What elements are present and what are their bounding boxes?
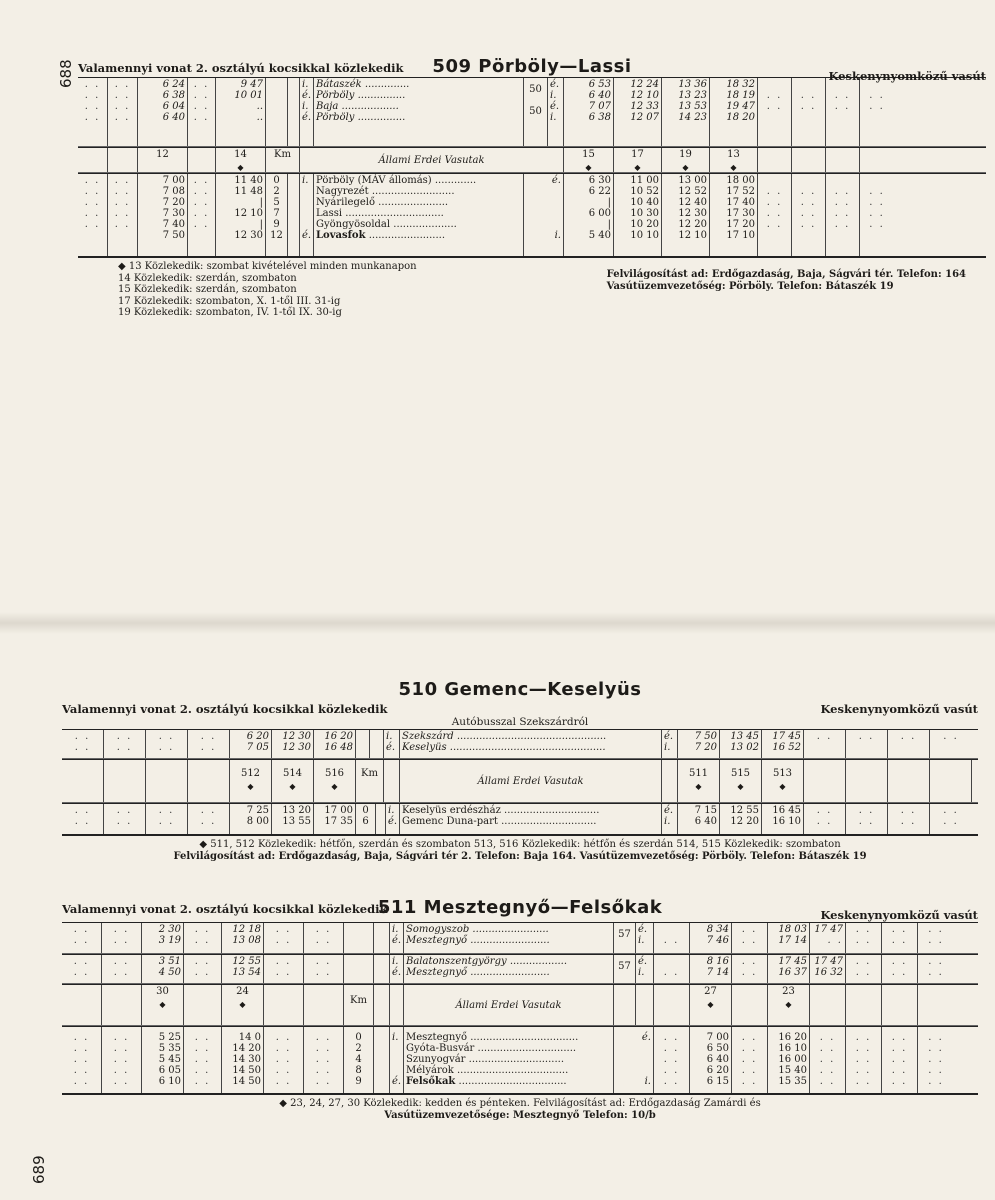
empty-col: . . . . [184, 923, 222, 953]
footnotes-left [78, 261, 417, 319]
empty-col: . . . . [732, 923, 768, 953]
empty-col [146, 760, 188, 802]
empty-col: . . . . . . . . . . [882, 1027, 918, 1093]
bus-times: 8 16 7 14 [690, 955, 732, 983]
diamond-icon: ◆ [634, 163, 641, 172]
bus-times: 18 03 17 14 [768, 923, 810, 953]
table-title: 510 Gemenc—Keselyüs [398, 679, 642, 700]
empty-col [370, 730, 384, 758]
empty-col: . . . . [732, 955, 768, 983]
empty-col: . . . . [102, 923, 142, 953]
bus-times: 12 18 13 08 [222, 923, 264, 953]
footnote: 17 Közlekedik: szombaton, X. 1-től III. 31-ig [118, 295, 341, 307]
page-fold [0, 612, 995, 634]
empty-col [654, 985, 690, 1025]
empty-col [732, 985, 768, 1025]
train-12-times: 7 00 7 08 7 20 7 30 7 40 7 50 [138, 174, 188, 256]
bus-connection-block-2 [62, 954, 978, 984]
empty-col: . . . . . . . . [826, 174, 860, 256]
empty-col [356, 730, 370, 758]
diamond-icon: ◆ [779, 782, 786, 791]
gauge-note: Keskenynyomközű vasút [820, 908, 978, 922]
bus-times: 17 47 . . [810, 923, 846, 953]
track-symbol [374, 1027, 390, 1093]
bus-right-col3: 13 36 13 23 13 53 14 23 [662, 78, 710, 146]
station-block [78, 173, 986, 258]
bus-times-a: 6 24 6 38 6 04 6 40 [138, 78, 188, 146]
empty-col [184, 985, 222, 1025]
empty-col: . . . . [846, 804, 888, 834]
empty-col: . . . . [102, 955, 142, 983]
bus-ie-right: é. i. [662, 730, 678, 758]
footnotes [62, 839, 978, 862]
station-ie-right: é. i. [524, 174, 564, 256]
footnote: ◆ 13 Közlekedik: szombat kivételével minden munkanapon [118, 261, 417, 272]
bus-times-b: 9 47 10 01 .. .. [216, 78, 266, 146]
empty-col [104, 760, 146, 802]
station-block [62, 1026, 978, 1095]
empty-col: . . [804, 730, 846, 758]
empty-col: . . . . . . . . . . [846, 1027, 882, 1093]
empty-col: . . . . [62, 730, 104, 758]
train-513-times: 16 45 16 10 [762, 804, 804, 834]
empty-col [344, 955, 374, 983]
train-number: 13 ◆ [710, 148, 758, 172]
station-block [62, 803, 978, 836]
table-header [62, 678, 978, 718]
station-ie: i. é. [386, 804, 400, 834]
empty-col: . . . . [882, 955, 918, 983]
empty-col [304, 985, 344, 1025]
empty-col [882, 985, 918, 1025]
empty-col [288, 78, 300, 146]
empty-col [636, 985, 654, 1025]
empty-col: . . . . . . . . [188, 78, 216, 146]
diamond-icon: ◆ [730, 163, 737, 172]
empty-col [846, 760, 888, 802]
bus-times: 3 51 4 50 [142, 955, 184, 983]
train-number: 30 ◆ [142, 985, 184, 1025]
empty-col [62, 985, 102, 1025]
train-514-times: 13 20 13 55 [272, 804, 314, 834]
empty-col: . . [888, 730, 930, 758]
train-number: 511 ◆ [678, 760, 720, 802]
bus-ie: i. é. i. é. [300, 78, 314, 146]
empty-col [102, 985, 142, 1025]
empty-col [62, 760, 104, 802]
diamond-icon: ◆ [289, 782, 296, 791]
empty-col [804, 760, 846, 802]
empty-col [188, 148, 216, 172]
bus-times: 17 45 16 52 [762, 730, 804, 758]
bus-ie: i. é. [390, 923, 404, 953]
bus-route: 57 [614, 955, 636, 983]
empty-col: . . . . [792, 78, 826, 146]
bus-connection-block [78, 77, 986, 147]
empty-col [78, 148, 108, 172]
contact-info: Vasútüzemvezetősége: Mesztegnyő Telefon: 10/b [384, 1109, 656, 1121]
empty-col: . . . . [928, 956, 944, 978]
station-names: Pörböly (MÁV állomás) ............. Nagyrezét .......................... Nyárilegelő ...................... Lassi ............................... Gyöngyösoldal .................... Lovasfok ........................ [314, 174, 524, 256]
operator-name: Állami Erdei Vasutak [404, 985, 614, 1025]
train-23-times: 16 20 16 10 16 00 15 40 15 35 [768, 1027, 810, 1093]
bus-times: 8 34 7 46 [690, 923, 732, 953]
empty-col: . . . . [264, 923, 304, 953]
contact-info: Vasútüzemvezetőség: Pörböly. Telefon: Bátaszék 19 [606, 280, 894, 292]
bus-ie-right: é. i. [636, 955, 654, 983]
contact-info: Felvilágosítást ad: Erdőgazdaság, Baja, Ságvári tér 2. Telefon: Baja 164. Vasútüzemvezetőség: Pörböly. Telefon: Bátaszék 19 [173, 850, 867, 862]
empty-col: . . . . . . . . [108, 78, 138, 146]
bus-times: 17 47 16 32 [810, 955, 846, 983]
page-number-top: 688 [57, 59, 75, 88]
empty-col: . . . . . . . . . . [188, 174, 216, 256]
footnotes [78, 258, 986, 319]
footnotes [62, 1098, 978, 1121]
bus-times: 7 50 7 20 [678, 730, 720, 758]
table-header [62, 896, 978, 922]
footnote: 14 Közlekedik: szerdán, szombaton [118, 272, 297, 284]
train-24-times: 14 0 14 20 14 30 14 50 14 50 [222, 1027, 264, 1093]
footnote: ◆ 23, 24, 27, 30 Közlekedik: kedden és pénteken. Felvilágosítást ad: Erdőgazdaság Zamárdi és [279, 1098, 761, 1109]
contact-info: Felvilágosítást ad: Erdőgazdaság, Baja, Ságvári tér. Telefon: 164 [606, 269, 966, 280]
train-516-times: 17 00 17 35 [314, 804, 356, 834]
empty-col: . . . . . . . . . . [810, 1027, 846, 1093]
empty-col: . . . . [188, 804, 230, 834]
bus-right-col2: 12 24 12 10 12 33 12 07 [614, 78, 662, 146]
diamond-icon: ◆ [247, 782, 254, 791]
bus-stations: Balatonszentgyörgy .................. Mesztegnyő ......................... [404, 955, 614, 983]
train-13-times: 18 00 17 52 17 40 17 30 17 20 17 10 [710, 174, 758, 256]
train-number: 19 ◆ [662, 148, 710, 172]
train-15-times: 6 30 6 22 | 6 00 | 5 40 [564, 174, 614, 256]
bus-times: 17 45 16 37 [768, 955, 810, 983]
train-number-row [78, 147, 986, 173]
empty-col [972, 760, 986, 802]
empty-col: . . [654, 955, 690, 983]
empty-col: . . . . [888, 804, 930, 834]
operator-name: Állami Erdei Vasutak [300, 148, 564, 172]
empty-col: . . . . . . . . . . [654, 1027, 690, 1093]
bus-times: 16 20 16 48 [314, 730, 356, 758]
empty-col [758, 148, 792, 172]
bus-ie: i. é. [390, 955, 404, 983]
diamond-icon: ◆ [737, 782, 744, 791]
km-values: 0 6 [356, 804, 376, 834]
gauge-note: Keskenynyomközű vasút [820, 702, 978, 716]
train-19-times: 13 00 12 52 12 40 12 30 12 20 12 10 [662, 174, 710, 256]
train-number: 514 ◆ [272, 760, 314, 802]
station-ie-right: é. i. [662, 804, 678, 834]
table-title: 509 Pörböly—Lassi [432, 56, 632, 77]
empty-col [810, 985, 846, 1025]
empty-col: . . . . [62, 804, 104, 834]
bus-ie-right: é. i. [636, 923, 654, 953]
train-515-times: 12 55 12 20 [720, 804, 762, 834]
km-values: 0 2 5 7 9 12 [266, 174, 288, 256]
empty-col [918, 985, 954, 1025]
empty-col: . . [654, 923, 690, 953]
empty-col [614, 985, 636, 1025]
timetable-510 [62, 678, 978, 862]
diamond-icon: ◆ [785, 1000, 792, 1009]
bus-times: 6 20 7 05 [230, 730, 272, 758]
empty-col: . . . . [104, 804, 146, 834]
train-number: 24 ◆ [222, 985, 264, 1025]
empty-col [930, 760, 972, 802]
empty-col [846, 985, 882, 1025]
bus-times: 2 30 3 19 [142, 923, 184, 953]
empty-col: . . . . . . . . [869, 186, 885, 230]
train-number: 14 ◆ [216, 148, 266, 172]
bus-times: 13 45 13 02 [720, 730, 762, 758]
empty-col [860, 148, 894, 172]
empty-col [266, 78, 288, 146]
km-header: Km [266, 148, 300, 172]
timetable-509 [78, 55, 986, 319]
empty-col: . . . . [184, 955, 222, 983]
empty-col: . . . . [846, 955, 882, 983]
table-title: 511 Mesztegnyő—Felsőkak [377, 897, 663, 918]
track-symbol [288, 174, 300, 256]
bus-ie-right: é. i. é. i. [548, 78, 564, 146]
km-values: 0 2 4 8 9 [344, 1027, 374, 1093]
km-header: Km [356, 760, 384, 802]
class-note: Valamennyi vonat 2. osztályú kocsikkal közlekedik [78, 61, 404, 75]
empty-col: . . . . . . . . . . [304, 1027, 344, 1093]
bus-route: 57 [614, 923, 636, 953]
station-names: Keselyüs erdészház .............................. Gemenc Duna-part .............................. [400, 804, 662, 834]
diamond-icon: ◆ [682, 163, 689, 172]
empty-col: . . . . [758, 78, 792, 146]
bus-stations: Bátaszék .............. Pörböly ............... Baja .................. Pörböly ............... [314, 78, 524, 146]
empty-col: . . . . . . . . . . [108, 174, 138, 256]
station-ie-right: é. i. [614, 1027, 654, 1093]
empty-col [662, 760, 678, 802]
empty-col: . . . . . . . . . . [928, 1032, 944, 1087]
page-number-bottom: 689 [30, 1155, 48, 1184]
train-17-times: 11 00 10 52 10 40 10 30 10 20 10 10 [614, 174, 662, 256]
bus-connection-block-1 [62, 922, 978, 954]
diamond-icon: ◆ [237, 163, 244, 172]
station-names: Mesztegnyő .................................. Gyóta-Busvár ............................... Szunyogvár .............................. Mélyárok ................................... Felsőkak .................................. [404, 1027, 614, 1093]
diamond-icon: ◆ [239, 1000, 246, 1009]
empty-col: . . . . . . . . [792, 174, 826, 256]
empty-col: . . [943, 731, 959, 742]
empty-col [188, 760, 230, 802]
empty-col [108, 148, 138, 172]
bus-note: Autóbusszal Szekszárdról [451, 716, 589, 728]
train-511-times: 7 15 6 40 [678, 804, 720, 834]
footnote: ◆ 511, 512 Közlekedik: hétfőn, szerdán és szombaton 513, 516 Közlekedik: hétfőn és szerdán 514, 515 Közlekedik: szombaton [199, 839, 841, 850]
empty-col [826, 148, 860, 172]
train-number: 23 ◆ [768, 985, 810, 1025]
empty-col [374, 955, 390, 983]
train-number-row [62, 759, 978, 803]
train-number: 515 ◆ [720, 760, 762, 802]
train-number: 12 [138, 148, 188, 172]
diamond-icon: ◆ [695, 782, 702, 791]
train-number: 512 ◆ [230, 760, 272, 802]
station-ie: i. é. [300, 174, 314, 256]
class-note: Valamennyi vonat 2. osztályú kocsikkal közlekedik [62, 902, 388, 916]
empty-col: . . . . [869, 90, 885, 112]
train-number: 27 ◆ [690, 985, 732, 1025]
empty-col [390, 985, 404, 1025]
bus-route: 50 50 [524, 78, 548, 146]
empty-col: . . . . [264, 955, 304, 983]
empty-col [374, 923, 390, 953]
empty-col: . . . . . . . . . . [184, 1027, 222, 1093]
empty-col: . . . . [943, 805, 959, 827]
bus-times: 12 30 12 30 [272, 730, 314, 758]
train-14-times: 11 40 11 48 | 12 10 | 12 30 [216, 174, 266, 256]
diamond-icon: ◆ [331, 782, 338, 791]
empty-col: . . . . [826, 78, 860, 146]
bus-connection-block [62, 729, 978, 759]
empty-col: . . . . [62, 955, 102, 983]
train-number: 15 ◆ [564, 148, 614, 172]
train-number: 17 ◆ [614, 148, 662, 172]
empty-col: . . . . [146, 804, 188, 834]
empty-col [374, 985, 390, 1025]
empty-col: . . . . . . . . . . [732, 1027, 768, 1093]
empty-col [264, 985, 304, 1025]
footnote: 19 Közlekedik: szombaton, IV. 1-től IX. 30-ig [118, 307, 342, 318]
operator-name: Állami Erdei Vasutak [400, 760, 662, 802]
diamond-icon: ◆ [707, 1000, 714, 1009]
empty-col: . . . . [188, 730, 230, 758]
train-27-times: 7 00 6 50 6 40 6 20 6 15 [690, 1027, 732, 1093]
train-512-times: 7 25 8 00 [230, 804, 272, 834]
diamond-icon: ◆ [585, 163, 592, 172]
station-ie: i. é. [390, 1027, 404, 1093]
empty-col [384, 760, 400, 802]
class-note: Valamennyi vonat 2. osztályú kocsikkal közlekedik [62, 702, 388, 716]
empty-col: . . . . . . . . [758, 174, 792, 256]
table-header [78, 55, 986, 83]
empty-col: . . . . [304, 923, 344, 953]
empty-col [344, 923, 374, 953]
empty-col [888, 760, 930, 802]
empty-col: . . . . [304, 955, 344, 983]
empty-col: . . . . [62, 923, 102, 953]
empty-col: . . . . . . . . . . [78, 174, 108, 256]
footnotes-right [607, 261, 986, 319]
diamond-icon: ◆ [159, 1000, 166, 1009]
empty-col: . . . . . . . . . . [102, 1027, 142, 1093]
empty-col: . . . . [146, 730, 188, 758]
bus-stations: Somogyszob ........................ Mesztegnyő ......................... [404, 923, 614, 953]
train-number: 516 ◆ [314, 760, 356, 802]
train-number: 513 ◆ [762, 760, 804, 802]
bus-right-col4: 18 32 18 19 19 47 18 20 [710, 78, 758, 146]
bus-times: 12 55 13 54 [222, 955, 264, 983]
empty-col: . . . . [804, 804, 846, 834]
empty-col: . . . . . . . . [78, 78, 108, 146]
footnote: 15 Közlekedik: szerdán, szombaton [118, 284, 297, 295]
timetable-511 [62, 896, 978, 1121]
empty-col: . . . . . . . . . . [62, 1027, 102, 1093]
train-number-row [62, 984, 978, 1026]
gauge-note: Keskenynyomközű vasút [828, 69, 986, 83]
empty-col: . . . . [882, 923, 918, 953]
empty-col: . . . . [104, 730, 146, 758]
empty-col: . . . . [846, 923, 882, 953]
empty-col: . . . . [928, 924, 944, 946]
track-symbol [376, 804, 386, 834]
km-header: Km [344, 985, 374, 1025]
bus-stations: Szekszárd ............................................... Keselyüs ................................................. [400, 730, 662, 758]
train-30-times: 5 25 5 35 5 45 6 05 6 10 [142, 1027, 184, 1093]
bus-right-col1: 6 53 6 40 7 07 6 38 [564, 78, 614, 146]
empty-col [792, 148, 826, 172]
empty-col: . . . . . . . . . . [264, 1027, 304, 1093]
bus-ie: i. é. [384, 730, 400, 758]
empty-col: . . [846, 730, 888, 758]
